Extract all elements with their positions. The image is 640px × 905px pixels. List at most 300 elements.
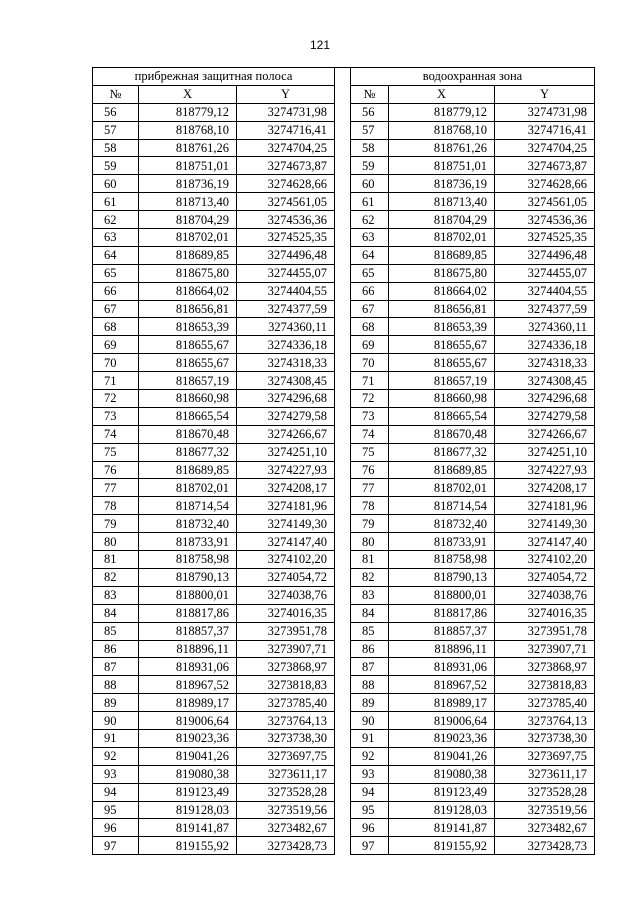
- point-number-cell: 91: [93, 729, 139, 747]
- y-coordinate-cell: 3274102,20: [237, 551, 335, 569]
- point-number-cell: 65: [93, 264, 139, 282]
- point-number-cell: 90: [351, 712, 389, 730]
- x-coordinate-cell: 818704,29: [139, 211, 237, 229]
- column-header-x: X: [139, 85, 237, 103]
- y-coordinate-cell: 3274525,35: [237, 229, 335, 247]
- point-number-cell: 67: [93, 300, 139, 318]
- y-coordinate-cell: 3274038,76: [237, 586, 335, 604]
- x-coordinate-cell: 818689,85: [139, 246, 237, 264]
- point-number-cell: 82: [93, 568, 139, 586]
- table-row: [93, 461, 335, 479]
- table-row: [93, 676, 335, 694]
- point-number-cell: 56: [351, 103, 389, 121]
- point-number-cell: 64: [93, 246, 139, 264]
- point-number-cell: 66: [351, 282, 389, 300]
- table-row: [351, 443, 595, 461]
- x-coordinate-cell: 819041,26: [139, 747, 237, 765]
- x-coordinate-cell: 818736,19: [389, 175, 495, 193]
- y-coordinate-cell: 3274404,55: [237, 282, 335, 300]
- point-number-cell: 76: [351, 461, 389, 479]
- table-row: [351, 604, 595, 622]
- point-number-cell: 87: [93, 658, 139, 676]
- y-coordinate-cell: 3274360,11: [237, 318, 335, 336]
- table-row: [93, 229, 335, 247]
- x-coordinate-cell: 818732,40: [389, 515, 495, 533]
- table-title: водоохранная зона: [351, 68, 595, 86]
- table-row: [93, 264, 335, 282]
- table-row: [351, 586, 595, 604]
- table-row: [93, 121, 335, 139]
- point-number-cell: 78: [93, 497, 139, 515]
- x-coordinate-cell: 819123,49: [139, 783, 237, 801]
- table-row: [351, 694, 595, 712]
- x-coordinate-cell: 818713,40: [139, 193, 237, 211]
- table-row: [351, 533, 595, 551]
- point-number-cell: 96: [351, 819, 389, 837]
- y-coordinate-cell: 3273907,71: [237, 640, 335, 658]
- point-number-cell: 63: [351, 229, 389, 247]
- x-coordinate-cell: 818790,13: [389, 568, 495, 586]
- y-coordinate-cell: 3273868,97: [237, 658, 335, 676]
- y-coordinate-cell: 3274181,96: [237, 497, 335, 515]
- x-coordinate-cell: 819155,92: [389, 837, 495, 855]
- y-coordinate-cell: 3274279,58: [495, 407, 595, 425]
- point-number-cell: 68: [93, 318, 139, 336]
- x-coordinate-cell: 818758,98: [139, 551, 237, 569]
- x-coordinate-cell: 819080,38: [139, 765, 237, 783]
- table-row: [351, 354, 595, 372]
- x-coordinate-cell: 818714,54: [139, 497, 237, 515]
- x-coordinate-cell: 818779,12: [139, 103, 237, 121]
- table-row: [93, 425, 335, 443]
- x-coordinate-cell: 819123,49: [389, 783, 495, 801]
- point-number-cell: 60: [93, 175, 139, 193]
- x-coordinate-cell: 819080,38: [389, 765, 495, 783]
- x-coordinate-cell: 818702,01: [139, 479, 237, 497]
- point-number-cell: 57: [351, 121, 389, 139]
- y-coordinate-cell: 3274673,87: [495, 157, 595, 175]
- x-coordinate-cell: 818751,01: [139, 157, 237, 175]
- x-coordinate-cell: 818967,52: [389, 676, 495, 694]
- y-coordinate-cell: 3273528,28: [495, 783, 595, 801]
- point-number-cell: 59: [351, 157, 389, 175]
- y-coordinate-cell: 3274628,66: [237, 175, 335, 193]
- point-number-cell: 68: [351, 318, 389, 336]
- point-number-cell: 79: [93, 515, 139, 533]
- y-coordinate-cell: 3273818,83: [495, 676, 595, 694]
- x-coordinate-cell: 818664,02: [389, 282, 495, 300]
- table-row: [351, 121, 595, 139]
- table-row: [351, 640, 595, 658]
- y-coordinate-cell: 3273482,67: [495, 819, 595, 837]
- point-number-cell: 75: [351, 443, 389, 461]
- y-coordinate-cell: 3273951,78: [237, 622, 335, 640]
- x-coordinate-cell: 819141,87: [389, 819, 495, 837]
- table-row: [93, 783, 335, 801]
- x-coordinate-cell: 818896,11: [139, 640, 237, 658]
- table-row: [93, 318, 335, 336]
- table-row: [93, 819, 335, 837]
- y-coordinate-cell: 3274054,72: [495, 568, 595, 586]
- column-header-y: Y: [237, 85, 335, 103]
- point-number-cell: 84: [93, 604, 139, 622]
- point-number-cell: 74: [351, 425, 389, 443]
- y-coordinate-cell: 3274716,41: [237, 121, 335, 139]
- table-row: [93, 533, 335, 551]
- table-row: [93, 497, 335, 515]
- table-row: [93, 622, 335, 640]
- x-coordinate-cell: 818931,06: [139, 658, 237, 676]
- x-coordinate-cell: 818660,98: [139, 390, 237, 408]
- table-row: [93, 282, 335, 300]
- x-coordinate-cell: 818751,01: [389, 157, 495, 175]
- x-coordinate-cell: 818655,67: [139, 336, 237, 354]
- x-coordinate-cell: 818655,67: [389, 336, 495, 354]
- table-row: [93, 729, 335, 747]
- point-number-cell: 93: [93, 765, 139, 783]
- x-coordinate-cell: 818768,10: [389, 121, 495, 139]
- x-coordinate-cell: 818670,48: [389, 425, 495, 443]
- y-coordinate-cell: 3273528,28: [237, 783, 335, 801]
- table-row: [351, 461, 595, 479]
- x-coordinate-cell: 818768,10: [139, 121, 237, 139]
- table-row: [93, 747, 335, 765]
- x-coordinate-cell: 818732,40: [139, 515, 237, 533]
- point-number-cell: 94: [93, 783, 139, 801]
- table-row: [351, 658, 595, 676]
- point-number-cell: 86: [351, 640, 389, 658]
- water-protection-zone-table: [350, 67, 595, 855]
- y-coordinate-cell: 3274561,05: [237, 193, 335, 211]
- x-coordinate-cell: 818689,85: [139, 461, 237, 479]
- point-number-cell: 71: [351, 372, 389, 390]
- y-coordinate-cell: 3273868,97: [495, 658, 595, 676]
- y-coordinate-cell: 3273428,73: [237, 837, 335, 855]
- point-number-cell: 80: [93, 533, 139, 551]
- y-coordinate-cell: 3273519,56: [495, 801, 595, 819]
- table-row: [351, 211, 595, 229]
- x-coordinate-cell: 818664,02: [139, 282, 237, 300]
- x-coordinate-cell: 818656,81: [389, 300, 495, 318]
- y-coordinate-cell: 3273738,30: [495, 729, 595, 747]
- y-coordinate-cell: 3274704,25: [237, 139, 335, 157]
- x-coordinate-cell: 818736,19: [139, 175, 237, 193]
- x-coordinate-cell: 819141,87: [139, 819, 237, 837]
- point-number-cell: 59: [93, 157, 139, 175]
- y-coordinate-cell: 3274536,36: [495, 211, 595, 229]
- table-row: [351, 193, 595, 211]
- table-body: [351, 103, 595, 854]
- point-number-cell: 95: [351, 801, 389, 819]
- table-row: [351, 551, 595, 569]
- x-coordinate-cell: 818733,91: [139, 533, 237, 551]
- x-coordinate-cell: 818779,12: [389, 103, 495, 121]
- point-number-cell: 62: [93, 211, 139, 229]
- table-row: [93, 211, 335, 229]
- point-number-cell: 73: [351, 407, 389, 425]
- column-header-x: X: [389, 85, 495, 103]
- point-number-cell: 84: [351, 604, 389, 622]
- point-number-cell: 81: [351, 551, 389, 569]
- y-coordinate-cell: 3274149,30: [237, 515, 335, 533]
- y-coordinate-cell: 3273907,71: [495, 640, 595, 658]
- table-row: [351, 783, 595, 801]
- x-coordinate-cell: 818702,01: [139, 229, 237, 247]
- point-number-cell: 57: [93, 121, 139, 139]
- x-coordinate-cell: 818758,98: [389, 551, 495, 569]
- y-coordinate-cell: 3273611,17: [495, 765, 595, 783]
- y-coordinate-cell: 3273482,67: [237, 819, 335, 837]
- x-coordinate-cell: 818657,19: [139, 372, 237, 390]
- point-number-cell: 69: [351, 336, 389, 354]
- table-row: [93, 407, 335, 425]
- y-coordinate-cell: 3274455,07: [237, 264, 335, 282]
- point-number-cell: 82: [351, 568, 389, 586]
- table-row: [93, 568, 335, 586]
- column-header-number: №: [351, 85, 389, 103]
- y-coordinate-cell: 3273697,75: [237, 747, 335, 765]
- y-coordinate-cell: 3274318,33: [495, 354, 595, 372]
- x-coordinate-cell: 819006,64: [389, 712, 495, 730]
- table-row: [93, 354, 335, 372]
- point-number-cell: 69: [93, 336, 139, 354]
- table-row: [93, 479, 335, 497]
- table-title: прибрежная защитная полоса: [93, 68, 335, 86]
- point-number-cell: 83: [351, 586, 389, 604]
- point-number-cell: 97: [93, 837, 139, 855]
- table-row: [351, 246, 595, 264]
- y-coordinate-cell: 3274377,59: [237, 300, 335, 318]
- x-coordinate-cell: 818677,32: [139, 443, 237, 461]
- point-number-cell: 71: [93, 372, 139, 390]
- point-number-cell: 72: [93, 390, 139, 408]
- x-coordinate-cell: 818817,86: [389, 604, 495, 622]
- table-row: [93, 551, 335, 569]
- point-number-cell: 92: [93, 747, 139, 765]
- y-coordinate-cell: 3274496,48: [237, 246, 335, 264]
- y-coordinate-cell: 3274525,35: [495, 229, 595, 247]
- x-coordinate-cell: 819023,36: [389, 729, 495, 747]
- x-coordinate-cell: 818761,26: [139, 139, 237, 157]
- x-coordinate-cell: 818989,17: [139, 694, 237, 712]
- table-row: [93, 139, 335, 157]
- point-number-cell: 72: [351, 390, 389, 408]
- page-number: 121: [309, 38, 331, 52]
- point-number-cell: 77: [93, 479, 139, 497]
- table-row: [351, 390, 595, 408]
- point-number-cell: 96: [93, 819, 139, 837]
- table-body: [93, 103, 335, 854]
- x-coordinate-cell: 818660,98: [389, 390, 495, 408]
- column-header-y: Y: [495, 85, 595, 103]
- table-row: [351, 729, 595, 747]
- y-coordinate-cell: 3273764,13: [237, 712, 335, 730]
- point-number-cell: 92: [351, 747, 389, 765]
- point-number-cell: 88: [93, 676, 139, 694]
- x-coordinate-cell: 818989,17: [389, 694, 495, 712]
- point-number-cell: 60: [351, 175, 389, 193]
- y-coordinate-cell: 3273818,83: [237, 676, 335, 694]
- y-coordinate-cell: 3274147,40: [237, 533, 335, 551]
- point-number-cell: 58: [351, 139, 389, 157]
- y-coordinate-cell: 3274149,30: [495, 515, 595, 533]
- y-coordinate-cell: 3274336,18: [495, 336, 595, 354]
- x-coordinate-cell: 818761,26: [389, 139, 495, 157]
- x-coordinate-cell: 818857,37: [139, 622, 237, 640]
- point-number-cell: 70: [351, 354, 389, 372]
- table-row: [351, 175, 595, 193]
- table-row: [351, 264, 595, 282]
- table-row: [93, 300, 335, 318]
- point-number-cell: 88: [351, 676, 389, 694]
- x-coordinate-cell: 818714,54: [389, 497, 495, 515]
- y-coordinate-cell: 3274054,72: [237, 568, 335, 586]
- table-row: [93, 604, 335, 622]
- point-number-cell: 83: [93, 586, 139, 604]
- point-number-cell: 75: [93, 443, 139, 461]
- point-number-cell: 86: [93, 640, 139, 658]
- table-row: [93, 712, 335, 730]
- point-number-cell: 67: [351, 300, 389, 318]
- table-row: [93, 801, 335, 819]
- y-coordinate-cell: 3274279,58: [237, 407, 335, 425]
- y-coordinate-cell: 3274016,35: [237, 604, 335, 622]
- table-row: [351, 622, 595, 640]
- x-coordinate-cell: 818675,80: [389, 264, 495, 282]
- y-coordinate-cell: 3274561,05: [495, 193, 595, 211]
- table-row: [351, 103, 595, 121]
- point-number-cell: 80: [351, 533, 389, 551]
- x-coordinate-cell: 819006,64: [139, 712, 237, 730]
- point-number-cell: 78: [351, 497, 389, 515]
- point-number-cell: 89: [351, 694, 389, 712]
- y-coordinate-cell: 3274377,59: [495, 300, 595, 318]
- table-row: [351, 765, 595, 783]
- point-number-cell: 90: [93, 712, 139, 730]
- point-number-cell: 66: [93, 282, 139, 300]
- table-row: [351, 712, 595, 730]
- y-coordinate-cell: 3274704,25: [495, 139, 595, 157]
- y-coordinate-cell: 3274181,96: [495, 497, 595, 515]
- point-number-cell: 73: [93, 407, 139, 425]
- table-row: [351, 336, 595, 354]
- table-row: [93, 175, 335, 193]
- y-coordinate-cell: 3274266,67: [495, 425, 595, 443]
- table-row: [351, 819, 595, 837]
- point-number-cell: 94: [351, 783, 389, 801]
- x-coordinate-cell: 818665,54: [139, 407, 237, 425]
- y-coordinate-cell: 3273785,40: [495, 694, 595, 712]
- point-number-cell: 85: [351, 622, 389, 640]
- y-coordinate-cell: 3274227,93: [495, 461, 595, 479]
- point-number-cell: 61: [351, 193, 389, 211]
- x-coordinate-cell: 818677,32: [389, 443, 495, 461]
- table-row: [351, 479, 595, 497]
- table-row: [93, 658, 335, 676]
- x-coordinate-cell: 818655,67: [139, 354, 237, 372]
- point-number-cell: 89: [93, 694, 139, 712]
- point-number-cell: 62: [351, 211, 389, 229]
- table-row: [93, 193, 335, 211]
- point-number-cell: 91: [351, 729, 389, 747]
- x-coordinate-cell: 818702,01: [389, 229, 495, 247]
- y-coordinate-cell: 3274731,98: [237, 103, 335, 121]
- y-coordinate-cell: 3274336,18: [237, 336, 335, 354]
- table-row: [351, 676, 595, 694]
- point-number-cell: 77: [351, 479, 389, 497]
- x-coordinate-cell: 818817,86: [139, 604, 237, 622]
- point-number-cell: 81: [93, 551, 139, 569]
- y-coordinate-cell: 3273519,56: [237, 801, 335, 819]
- y-coordinate-cell: 3274716,41: [495, 121, 595, 139]
- point-number-cell: 85: [93, 622, 139, 640]
- table-row: [93, 640, 335, 658]
- x-coordinate-cell: 818653,39: [139, 318, 237, 336]
- table-row: [93, 103, 335, 121]
- x-coordinate-cell: 818931,06: [389, 658, 495, 676]
- y-coordinate-cell: 3274208,17: [237, 479, 335, 497]
- x-coordinate-cell: 818702,01: [389, 479, 495, 497]
- x-coordinate-cell: 818675,80: [139, 264, 237, 282]
- point-number-cell: 58: [93, 139, 139, 157]
- y-coordinate-cell: 3274296,68: [237, 390, 335, 408]
- table-row: [351, 497, 595, 515]
- y-coordinate-cell: 3274208,17: [495, 479, 595, 497]
- x-coordinate-cell: 818800,01: [389, 586, 495, 604]
- y-coordinate-cell: 3274038,76: [495, 586, 595, 604]
- table-row: [351, 229, 595, 247]
- table-row: [351, 318, 595, 336]
- table-row: [93, 515, 335, 533]
- x-coordinate-cell: 818670,48: [139, 425, 237, 443]
- table-row: [93, 694, 335, 712]
- x-coordinate-cell: 818655,67: [389, 354, 495, 372]
- y-coordinate-cell: 3274308,45: [495, 372, 595, 390]
- table-row: [351, 425, 595, 443]
- y-coordinate-cell: 3274455,07: [495, 264, 595, 282]
- x-coordinate-cell: 818704,29: [389, 211, 495, 229]
- table-row: [351, 139, 595, 157]
- y-coordinate-cell: 3273764,13: [495, 712, 595, 730]
- table-row: [93, 586, 335, 604]
- point-number-cell: 64: [351, 246, 389, 264]
- y-coordinate-cell: 3273697,75: [495, 747, 595, 765]
- y-coordinate-cell: 3274536,36: [237, 211, 335, 229]
- table-row: [351, 515, 595, 533]
- y-coordinate-cell: 3273785,40: [237, 694, 335, 712]
- table-row: [351, 837, 595, 855]
- column-header-number: №: [93, 85, 139, 103]
- point-number-cell: 56: [93, 103, 139, 121]
- x-coordinate-cell: 819128,03: [389, 801, 495, 819]
- table-row: [93, 443, 335, 461]
- x-coordinate-cell: 818896,11: [389, 640, 495, 658]
- y-coordinate-cell: 3274296,68: [495, 390, 595, 408]
- y-coordinate-cell: 3273611,17: [237, 765, 335, 783]
- table-row: [351, 407, 595, 425]
- header-divider: [334, 67, 350, 68]
- table-row: [93, 336, 335, 354]
- x-coordinate-cell: 819041,26: [389, 747, 495, 765]
- y-coordinate-cell: 3274227,93: [237, 461, 335, 479]
- x-coordinate-cell: 818733,91: [389, 533, 495, 551]
- table-row: [351, 801, 595, 819]
- table-row: [351, 300, 595, 318]
- x-coordinate-cell: 818713,40: [389, 193, 495, 211]
- table-row: [93, 837, 335, 855]
- table-row: [93, 765, 335, 783]
- point-number-cell: 93: [351, 765, 389, 783]
